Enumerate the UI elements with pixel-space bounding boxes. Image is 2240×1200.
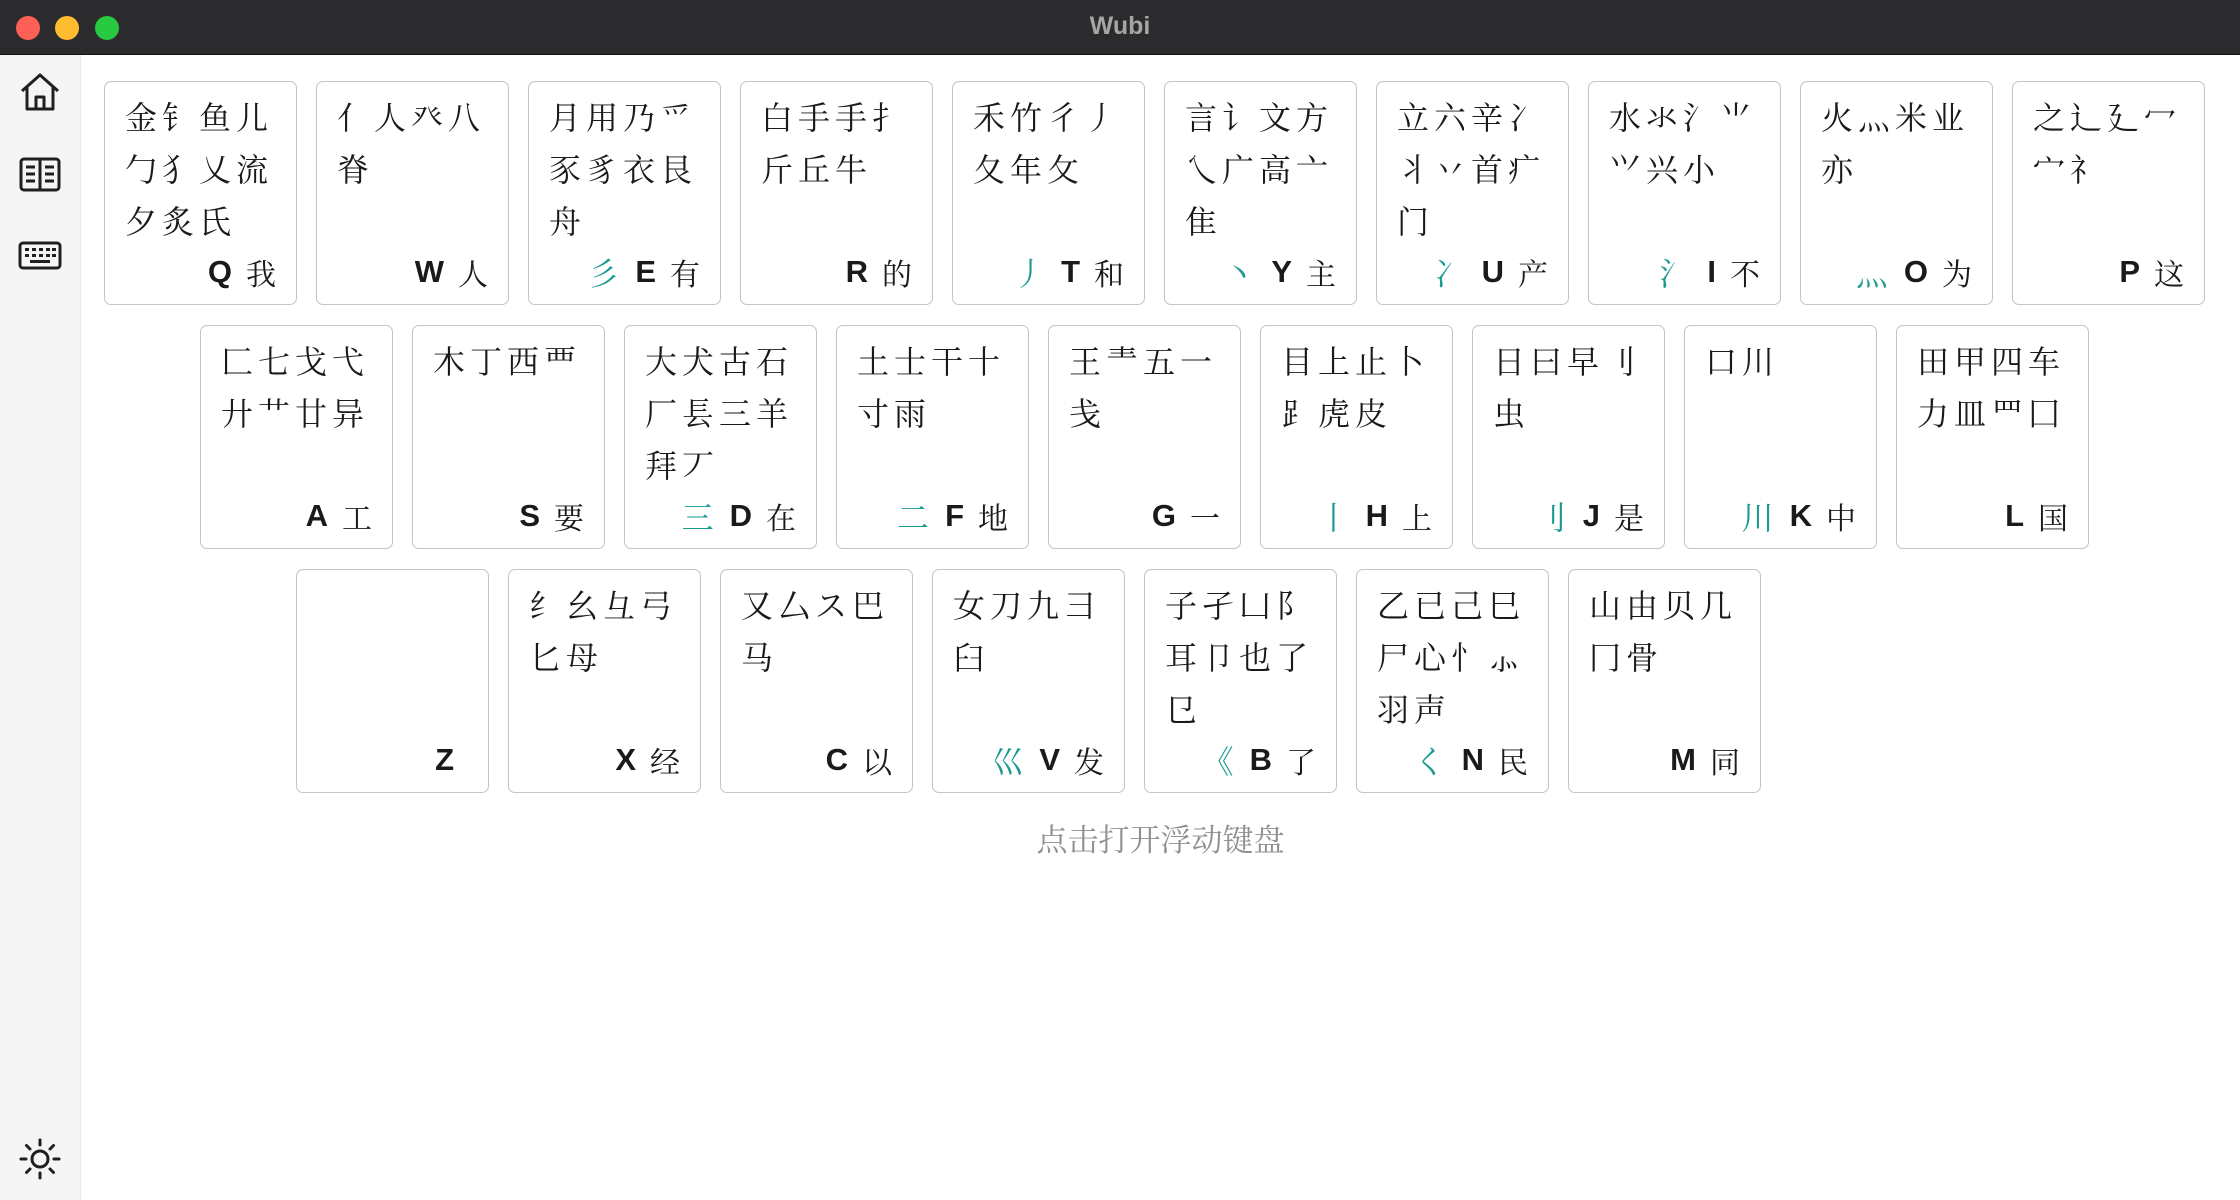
key-char: 这 xyxy=(2154,258,2184,293)
key-char: 工 xyxy=(342,502,372,537)
component-line: 女刀九彐 xyxy=(953,587,1102,625)
key-char: 以 xyxy=(862,746,892,781)
key-char: 我 xyxy=(246,258,276,293)
key-footer xyxy=(1318,494,1432,538)
key-c[interactable] xyxy=(720,569,913,793)
key-stroke: 三 xyxy=(681,499,714,537)
key-footer xyxy=(587,250,700,294)
key-char: 在 xyxy=(766,502,796,537)
key-letter: F xyxy=(945,498,964,533)
key-components xyxy=(1185,92,1344,248)
key-n[interactable] xyxy=(1356,569,1549,793)
key-components xyxy=(1377,580,1536,736)
key-components xyxy=(433,336,592,388)
key-footer xyxy=(1013,250,1124,294)
key-g[interactable] xyxy=(1048,325,1241,549)
key-components xyxy=(1069,336,1228,440)
component-line: 马 xyxy=(741,639,779,677)
key-footer xyxy=(682,494,796,538)
key-char: 国 xyxy=(2038,502,2068,537)
key-footer xyxy=(2005,494,2068,538)
key-char: 产 xyxy=(1518,258,1548,293)
component-line: 斤丘牛 xyxy=(761,151,873,189)
key-letter: E xyxy=(635,254,656,289)
component-line: 勹犭乂流 xyxy=(125,151,274,189)
key-char: 中 xyxy=(1826,502,1856,537)
component-line: 宀礻 xyxy=(2033,151,2108,189)
component-line: 隹 xyxy=(1185,203,1223,241)
component-line: 㔾 xyxy=(1165,691,1203,729)
component-line: ⻊虎皮 xyxy=(1281,395,1393,433)
key-footer xyxy=(519,494,584,538)
key-char: 不 xyxy=(1730,258,1760,293)
key-char: 一 xyxy=(1190,502,1220,537)
key-stroke: 刂 xyxy=(1534,499,1567,537)
key-letter: L xyxy=(2005,498,2024,533)
component-line: 水氺氵⺌ xyxy=(1609,99,1758,137)
component-line: 厂镸三羊 xyxy=(645,395,794,433)
key-letter: W xyxy=(414,254,444,289)
key-footer xyxy=(991,738,1104,782)
key-footer xyxy=(846,250,912,294)
key-i[interactable] xyxy=(1588,81,1781,305)
key-components xyxy=(1917,336,2076,440)
component-line: 门 xyxy=(1397,203,1435,241)
component-line: 力皿罒囗 xyxy=(1917,395,2066,433)
key-char: 民 xyxy=(1498,746,1528,781)
key-letter: C xyxy=(825,742,848,777)
component-line: 戋 xyxy=(1069,395,1107,433)
key-footer xyxy=(1152,494,1220,538)
key-components xyxy=(741,580,900,684)
key-char: 主 xyxy=(1306,258,1336,293)
key-components xyxy=(529,580,688,684)
key-x[interactable] xyxy=(508,569,701,793)
key-p[interactable] xyxy=(2012,81,2205,305)
component-line: 亻人癶八 xyxy=(337,99,486,137)
key-footer xyxy=(1434,250,1548,294)
key-q[interactable] xyxy=(104,81,297,305)
key-footer xyxy=(1670,738,1740,782)
key-components xyxy=(125,92,284,248)
key-e[interactable] xyxy=(528,81,721,305)
key-letter: K xyxy=(1789,498,1812,533)
component-line: 乙已己巳 xyxy=(1377,587,1526,625)
key-letter: B xyxy=(1249,742,1272,777)
key-components xyxy=(1821,92,1980,196)
component-line: 羽声 xyxy=(1377,691,1452,729)
key-a[interactable] xyxy=(200,325,393,549)
key-w[interactable] xyxy=(316,81,509,305)
key-letter: H xyxy=(1365,498,1388,533)
key-footer xyxy=(208,250,276,294)
component-line: 金钅鱼儿 xyxy=(125,99,274,137)
key-stroke: 二 xyxy=(897,499,930,537)
component-line: 又厶ス巴 xyxy=(741,587,890,625)
component-line: 脊 xyxy=(337,151,375,189)
key-letter: G xyxy=(1151,498,1176,533)
key-letter: Q xyxy=(207,254,232,289)
component-line: 夕炙氏 xyxy=(125,203,237,241)
component-line: 耳卩也了 xyxy=(1165,639,1314,677)
key-footer xyxy=(826,738,892,782)
component-line: 豕豸衣艮 xyxy=(549,151,698,189)
key-footer xyxy=(435,738,468,782)
key-components xyxy=(857,336,1016,440)
component-line: 日曰早刂 xyxy=(1493,343,1642,381)
home-icon[interactable] xyxy=(18,70,62,114)
component-line: 山由贝几 xyxy=(1589,587,1738,625)
settings-icon[interactable] xyxy=(18,1137,62,1181)
key-s[interactable] xyxy=(412,325,605,549)
component-line: 口川 xyxy=(1705,343,1780,381)
key-components xyxy=(973,92,1132,196)
key-letter: S xyxy=(519,498,540,533)
component-line: 乀广高亠 xyxy=(1185,151,1334,189)
component-line: 木丁西覀 xyxy=(433,343,582,381)
key-components xyxy=(1493,336,1652,440)
component-line: 禾竹彳丿 xyxy=(973,99,1122,137)
key-y[interactable] xyxy=(1164,81,1357,305)
key-components xyxy=(1589,580,1748,684)
key-components xyxy=(645,336,804,492)
key-footer xyxy=(1856,250,1972,294)
component-line: 匚七戈弋 xyxy=(221,343,370,381)
key-letter: Z xyxy=(435,742,454,777)
key-v[interactable] xyxy=(932,569,1125,793)
key-stroke: 冫 xyxy=(1433,255,1466,293)
sidebar xyxy=(0,55,81,1200)
key-char: 人 xyxy=(458,258,488,293)
window-title: Wubi xyxy=(1089,12,1151,40)
key-char: 上 xyxy=(1402,502,1432,537)
key-footer xyxy=(615,738,680,782)
key-char: 了 xyxy=(1286,746,1316,781)
key-components xyxy=(1397,92,1556,248)
component-line: 子孑凵阝 xyxy=(1165,587,1314,625)
key-char: 发 xyxy=(1074,746,1104,781)
key-letter: D xyxy=(729,498,752,533)
key-b[interactable] xyxy=(1144,569,1337,793)
component-line: 尸心忄⺗ xyxy=(1377,639,1526,677)
key-f[interactable] xyxy=(836,325,1029,549)
component-line: 臼 xyxy=(953,639,991,677)
key-footer xyxy=(415,250,488,294)
key-char: 同 xyxy=(1710,746,1740,781)
key-components xyxy=(549,92,708,248)
key-m[interactable] xyxy=(1568,569,1761,793)
key-char: 为 xyxy=(1942,258,1972,293)
key-footer xyxy=(1202,738,1316,782)
key-letter: Y xyxy=(1271,254,1292,289)
component-line: 立六辛冫 xyxy=(1397,99,1546,137)
key-l[interactable] xyxy=(1896,325,2089,549)
key-stroke: 丶 xyxy=(1223,255,1256,293)
key-char: 要 xyxy=(554,502,584,537)
keyboard-icon[interactable] xyxy=(18,233,62,277)
key-d[interactable] xyxy=(624,325,817,549)
component-line: 白手手扌 xyxy=(761,99,910,137)
key-letter: A xyxy=(305,498,328,533)
dictionary-icon[interactable] xyxy=(18,152,62,196)
key-components xyxy=(953,580,1112,684)
key-components xyxy=(337,92,496,196)
key-letter: J xyxy=(1582,498,1600,533)
key-t[interactable] xyxy=(952,81,1145,305)
key-components xyxy=(221,336,380,440)
key-components xyxy=(2033,92,2192,196)
component-line: 纟幺彑弓 xyxy=(529,587,678,625)
key-footer xyxy=(1742,494,1856,538)
key-k[interactable] xyxy=(1684,325,1877,549)
key-letter: M xyxy=(1670,742,1696,777)
key-stroke: 彡 xyxy=(587,255,620,293)
key-stroke: 灬 xyxy=(1855,255,1888,293)
key-j[interactable] xyxy=(1472,325,1665,549)
key-components xyxy=(1281,336,1440,440)
key-u[interactable] xyxy=(1376,81,1569,305)
component-line: 丬丷首疒 xyxy=(1397,151,1546,189)
component-line: 王龶五一 xyxy=(1069,343,1218,381)
key-char: 地 xyxy=(978,502,1008,537)
key-footer xyxy=(1223,250,1336,294)
key-footer xyxy=(1414,738,1528,782)
key-components xyxy=(1705,336,1864,388)
component-line: 土士干十 xyxy=(857,343,1006,381)
key-footer xyxy=(1535,494,1644,538)
key-r[interactable] xyxy=(740,81,933,305)
key-stroke: く xyxy=(1413,743,1446,781)
component-line: 廾艹廿异 xyxy=(221,395,370,433)
key-char: 的 xyxy=(882,258,912,293)
component-line: 寸雨 xyxy=(857,395,932,433)
key-components xyxy=(1165,580,1324,736)
key-stroke: 丨 xyxy=(1317,499,1350,537)
component-line: 火灬米业 xyxy=(1821,99,1970,137)
component-line: 目上止卜 xyxy=(1281,343,1430,381)
key-components xyxy=(761,92,920,196)
key-z[interactable] xyxy=(296,569,489,793)
key-footer xyxy=(897,494,1008,538)
component-line: 之辶廴冖 xyxy=(2033,99,2182,137)
title-bar xyxy=(0,0,2240,55)
component-line: 虫 xyxy=(1493,395,1531,433)
component-line: ⺍兴小 xyxy=(1609,151,1721,189)
key-letter: I xyxy=(1707,254,1716,289)
key-stroke: 巛 xyxy=(991,743,1024,781)
key-char: 是 xyxy=(1614,502,1644,537)
open-floating-keyboard-link[interactable]: 点击打开浮动键盘 xyxy=(1036,823,1285,859)
key-letter: X xyxy=(615,742,636,777)
key-char: 有 xyxy=(670,258,700,293)
key-letter: R xyxy=(845,254,868,289)
key-char: 经 xyxy=(650,746,680,781)
key-stroke: 《 xyxy=(1201,743,1234,781)
component-line: 冂骨 xyxy=(1589,639,1664,677)
key-char: 和 xyxy=(1094,258,1124,293)
key-footer xyxy=(2119,250,2184,294)
key-h[interactable] xyxy=(1260,325,1453,549)
component-line: 舟 xyxy=(549,203,587,241)
key-stroke: 丿 xyxy=(1013,255,1046,293)
key-stroke: 氵 xyxy=(1659,255,1692,293)
key-letter: O xyxy=(1903,254,1928,289)
key-letter: P xyxy=(2119,254,2140,289)
key-footer xyxy=(306,494,372,538)
component-line: 拜丆 xyxy=(645,447,720,485)
key-letter: T xyxy=(1061,254,1080,289)
component-line: 夂年攵 xyxy=(973,151,1085,189)
main-area xyxy=(81,55,2240,1200)
component-line: 言讠文方 xyxy=(1185,99,1334,137)
component-line: 大犬古石 xyxy=(645,343,794,381)
component-line: 月用乃爫 xyxy=(549,99,698,137)
key-stroke: 川 xyxy=(1741,499,1774,537)
component-line: 匕母 xyxy=(529,639,604,677)
key-o[interactable] xyxy=(1800,81,1993,305)
key-components xyxy=(1609,92,1768,196)
component-line: 亦 xyxy=(1821,151,1859,189)
key-letter: U xyxy=(1481,254,1504,289)
key-footer xyxy=(1659,250,1760,294)
key-letter: N xyxy=(1461,742,1484,777)
component-line: 田甲四车 xyxy=(1917,343,2066,381)
key-letter: V xyxy=(1039,742,1060,777)
